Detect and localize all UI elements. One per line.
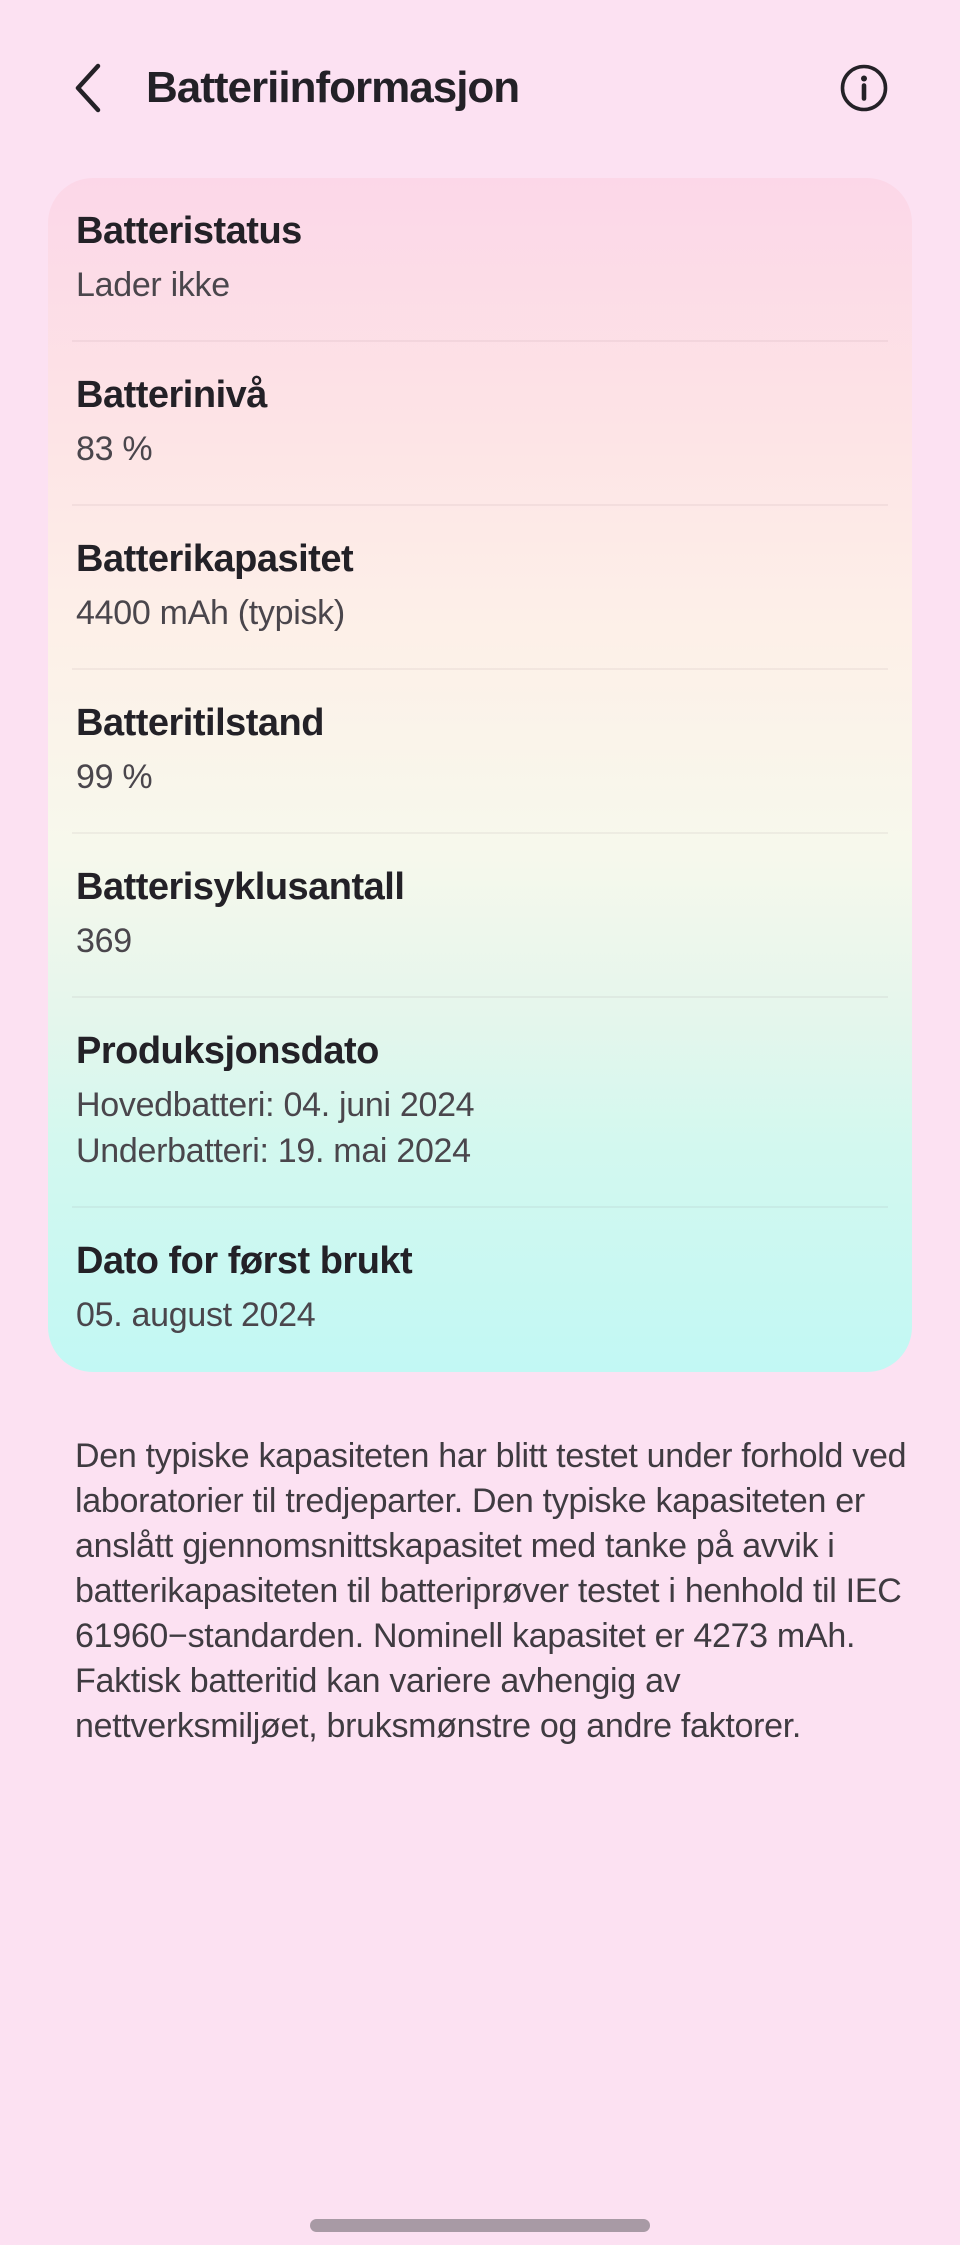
chevron-left-icon (73, 62, 103, 114)
row-value: 369 (76, 922, 132, 960)
row-manufacture-date (48, 998, 912, 1208)
row-value: 4400 mAh (typisk) (76, 594, 345, 632)
row-battery-status (48, 178, 912, 342)
row-value-sub-battery: Underbatteri: 19. mai 2024 (76, 1132, 471, 1170)
row-value: 83 % (76, 430, 153, 468)
row-value: 05. august 2024 (76, 1296, 316, 1334)
row-label: Batteristatus (76, 210, 302, 252)
row-label: Dato for først brukt (76, 1240, 413, 1282)
row-label: Batterisyklusantall (76, 866, 405, 908)
row-battery-capacity (48, 506, 912, 670)
header (0, 0, 960, 176)
battery-info-card (48, 178, 912, 1372)
row-value: Lader ikke (76, 266, 230, 304)
row-label: Batterinivå (76, 374, 267, 416)
row-label: Batteritilstand (76, 702, 324, 744)
row-battery-level (48, 342, 912, 506)
page-title: Batteriinformasjon (146, 63, 520, 112)
row-label: Batterikapasitet (76, 538, 354, 580)
row-value-main-battery: Hovedbatteri: 04. juni 2024 (76, 1086, 475, 1124)
home-indicator-bar[interactable] (310, 2219, 650, 2232)
row-value: 99 % (76, 758, 153, 796)
back-button[interactable] (56, 56, 120, 120)
row-label: Produksjonsdato (76, 1030, 379, 1072)
info-circle-icon (839, 63, 889, 113)
capacity-disclaimer-text: Den typiske kapasiteten har blitt testet under forhold ved laboratorier til tredjeparter. Den typiske kapasiteten er anslått gjennomsnittskapasitet med tanke på avvik i batterikapasiteten til batteriprøver testet i henhold til IEC 61960−standarden. Nominell kapasitet er 4273 mAh. Faktisk batteritid kan variere avhengig av nettverksmiljøet, bruksmønstre og andre faktorer. (75, 1437, 907, 1745)
row-battery-health (48, 670, 912, 834)
info-button[interactable] (832, 56, 896, 120)
row-first-use-date (48, 1208, 912, 1372)
row-battery-cycle-count (48, 834, 912, 998)
